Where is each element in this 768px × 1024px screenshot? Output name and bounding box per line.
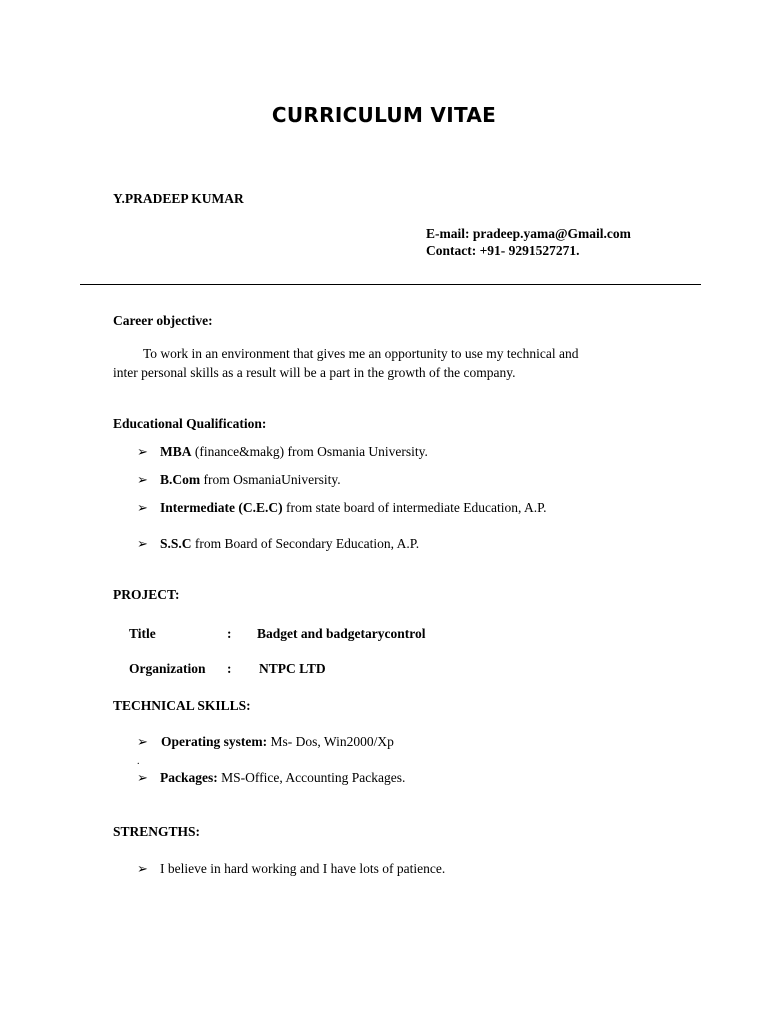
project-title-separator: : <box>227 626 232 641</box>
candidate-name: Y.PRADEEP KUMAR <box>113 191 244 206</box>
strength-item: I believe in hard working and I have lots of patience. <box>160 861 446 876</box>
arrow-bullet-icon: ➢ <box>137 862 148 877</box>
stray-dot: . <box>137 756 140 767</box>
education-detail: from OsmaniaUniversity. <box>200 472 341 487</box>
arrow-bullet-icon: ➢ <box>137 771 148 786</box>
technical-skills-heading: TECHNICAL SKILLS: <box>113 698 251 713</box>
education-degree: Intermediate (C.E.C) <box>160 500 283 515</box>
education-item <box>160 536 419 552</box>
skill-detail: MS-Office, Accounting Packages. <box>217 770 406 785</box>
education-item <box>160 472 341 488</box>
education-degree: S.S.C <box>160 536 192 551</box>
career-objective-heading: Career objective: <box>113 313 213 328</box>
career-objective-line-1: To work in an environment that gives me an opportunity to use my technical and <box>143 346 579 361</box>
arrow-bullet-icon: ➢ <box>137 537 148 552</box>
project-title-label: Title <box>129 626 156 641</box>
education-detail: (finance&makg) from Osmania University. <box>191 444 428 459</box>
education-detail: from state board of intermediate Education, A.P. <box>282 500 547 515</box>
career-objective-line-2: inter personal skills as a result will be a part in the growth of the company. <box>113 365 516 380</box>
contact-line: Contact: +91- 9291527271. <box>426 243 580 258</box>
arrow-bullet-icon: ➢ <box>137 445 148 460</box>
skill-item <box>160 770 405 786</box>
arrow-bullet-icon: ➢ <box>137 473 148 488</box>
project-organization-separator: : <box>227 661 232 676</box>
education-degree: B.Com <box>160 472 201 487</box>
education-degree: MBA <box>160 444 192 459</box>
skill-label: Operating system: <box>161 734 268 749</box>
skill-item <box>161 734 394 750</box>
header-divider <box>80 284 701 285</box>
strengths-heading: STRENGTHS: <box>113 824 201 839</box>
project-organization-label: Organization <box>129 661 206 676</box>
education-heading: Educational Qualification: <box>113 416 267 431</box>
education-item <box>160 500 547 516</box>
arrow-bullet-icon: ➢ <box>137 501 148 516</box>
email-line: E-mail: pradeep.yama@Gmail.com <box>426 226 631 241</box>
document-title: CURRICULUM VITAE <box>271 103 497 127</box>
project-organization-value: NTPC LTD <box>259 661 326 676</box>
project-title-value: Badget and badgetarycontrol <box>257 626 426 641</box>
education-detail: from Board of Secondary Education, A.P. <box>191 536 420 551</box>
project-heading: PROJECT: <box>113 587 180 602</box>
education-item <box>160 444 428 460</box>
skill-label: Packages: <box>160 770 218 785</box>
skill-detail: Ms- Dos, Win2000/Xp <box>267 734 394 749</box>
arrow-bullet-icon: ➢ <box>137 735 148 750</box>
